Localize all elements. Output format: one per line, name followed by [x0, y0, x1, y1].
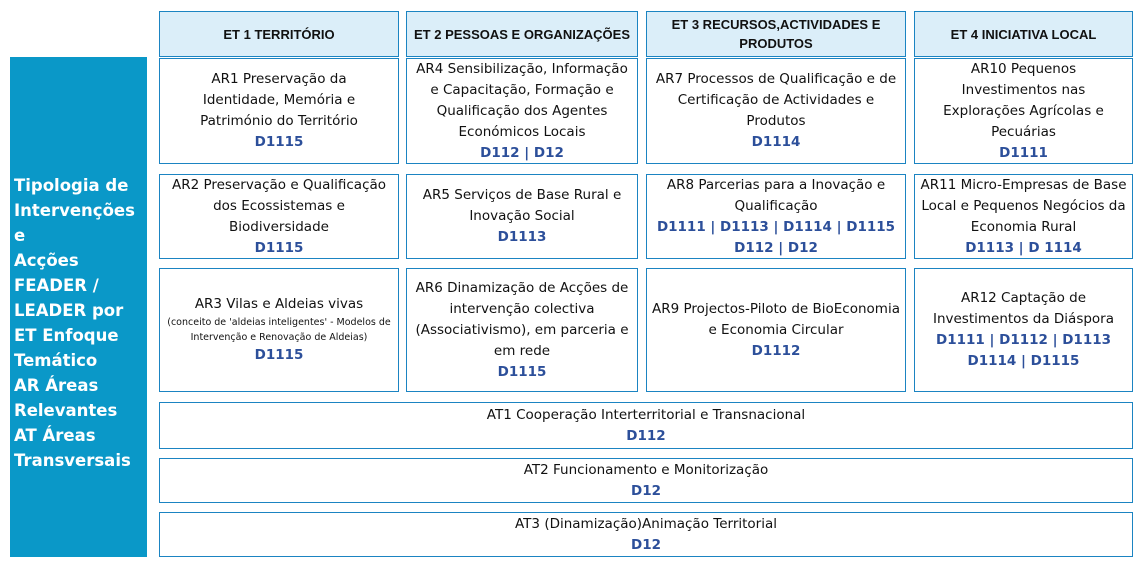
header-et2 — [406, 11, 638, 57]
cell-code: D1113 | D 1114 — [965, 239, 1082, 256]
cell-code: D1111 — [999, 144, 1048, 161]
side-line: Relevantes — [14, 401, 118, 420]
cell-ar9 — [646, 268, 906, 392]
cell-title: AR3 Vilas e Aldeias vivas — [194, 296, 364, 312]
side-panel — [10, 57, 147, 557]
side-line: AT Áreas — [14, 426, 96, 445]
header-et1 — [159, 11, 399, 57]
side-line: Tipologia de — [14, 176, 129, 195]
cell-code: D1113 — [497, 229, 547, 245]
cell-title: AT2 Funcionamento e Monitorização — [523, 461, 769, 478]
side-line: Temático — [14, 351, 98, 370]
cell-code: D112 | D12 — [480, 144, 564, 161]
cell-note: (conceito de 'aldeias inteligentes' - Modelos de Intervenção e Renovação de Aldeias) — [167, 317, 391, 343]
cell-ar3 — [159, 268, 399, 392]
cell-ar6 — [406, 268, 638, 392]
side-panel-label — [14, 173, 146, 473]
cell-ar10 — [914, 58, 1133, 164]
side-line: ET Enfoque — [14, 326, 119, 345]
cell-code: D1114 — [751, 134, 801, 150]
cell-ar1 — [159, 58, 399, 164]
cell-code: D1111 | D1113 | D1114 | D1115 D112 | D12 — [656, 218, 896, 256]
cell-title: AT1 Cooperação Interterritorial e Transnacional — [486, 406, 806, 423]
cell-title: AR8 Parcerias para a Inovação e Qualificação — [666, 176, 886, 214]
cell-title: AR10 Pequenos Investimentos nas Explorações Agrícolas e Pecuárias — [943, 60, 1104, 140]
cell-title: AR5 Serviços de Base Rural e Inovação Social — [422, 187, 622, 224]
cell-code: D12 — [631, 536, 661, 553]
cell-title: AR4 Sensibilização, Informação e Capacitação, Formação e Qualificação dos Agentes Económicos Locais — [416, 60, 628, 140]
side-line: FEADER / — [14, 276, 99, 295]
side-line: AR Áreas — [14, 376, 99, 395]
cell-code: D1115 — [254, 134, 304, 150]
cell-ar5 — [406, 174, 638, 259]
cell-ar8 — [646, 174, 906, 259]
cell-code: D12 — [631, 482, 661, 499]
cell-ar12 — [914, 268, 1133, 392]
cell-at2 — [159, 458, 1133, 503]
cell-title: AR12 Captação de Investimentos da Diáspora — [932, 290, 1115, 327]
header-label: ET 3 RECURSOS,ACTIVIDADES E PRODUTOS — [671, 17, 881, 51]
cell-title: AT3 (Dinamização)Animação Territorial — [515, 515, 777, 532]
cell-title: AR1 Preservação da Identidade, Memória e Património do Território — [200, 71, 358, 129]
side-line: Intervenções e — [14, 201, 135, 245]
header-et3 — [646, 11, 906, 57]
cell-title: AR7 Processos de Qualificação e de Certificação de Actividades e Produtos — [655, 71, 897, 129]
cell-ar7 — [646, 58, 906, 164]
cell-title: AR9 Projectos-Piloto de BioEconomia e Economia Circular — [652, 300, 900, 338]
side-line: Transversais — [14, 451, 131, 470]
cell-code: D112 — [626, 427, 666, 444]
header-et4 — [914, 11, 1133, 57]
cell-ar11 — [914, 174, 1133, 259]
header-label: ET 2 PESSOAS E ORGANIZAÇÕES — [414, 26, 630, 42]
cell-title: AR6 Dinamização de Acções de intervenção colectiva (Associativismo), em parceria e em rede — [415, 279, 629, 359]
cell-at3 — [159, 512, 1133, 557]
cell-title: AR11 Micro-Empresas de Base Local e Pequenos Negócios da Economia Rural — [920, 176, 1127, 235]
cell-ar4 — [406, 58, 638, 164]
side-line: LEADER por — [14, 301, 124, 320]
cell-code: D1115 — [497, 363, 547, 380]
header-label: ET 4 INICIATIVA LOCAL — [950, 26, 1097, 42]
side-line: Acções — [14, 251, 79, 270]
cell-code: D1111 | D1112 | D1113 D1114 | D1115 — [936, 332, 1111, 369]
cell-title: AR2 Preservação e Qualificação dos Ecossistemas e Biodiversidade — [171, 176, 387, 235]
header-label: ET 1 TERRITÓRIO — [223, 26, 335, 42]
cell-code: D1115 — [254, 347, 304, 363]
cell-code: D1112 — [751, 342, 801, 359]
cell-at1 — [159, 402, 1133, 449]
cell-ar2 — [159, 174, 399, 259]
cell-code: D1115 — [254, 239, 304, 256]
